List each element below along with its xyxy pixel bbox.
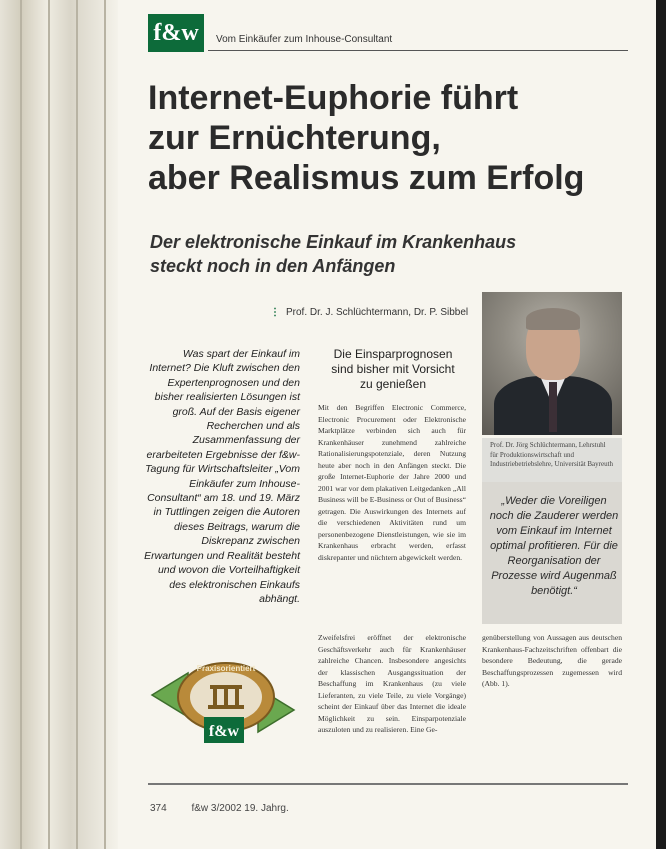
heading-line: Die Einsparprognosen xyxy=(333,347,453,361)
subtitle-line: steckt noch in den Anfängen xyxy=(150,256,396,276)
section-heading xyxy=(320,347,466,392)
title-line: zur Ernüchterung, xyxy=(148,119,441,157)
body-column-1 xyxy=(318,402,466,569)
author-names: Prof. Dr. J. Schlüchtermann, Dr. P. Sibbel xyxy=(286,307,469,318)
header-rule xyxy=(208,50,628,51)
scan-edge xyxy=(656,0,666,849)
page-number: 374 xyxy=(150,803,167,814)
photo-caption: Prof. Dr. Jörg Schlüchtermann, Lehrstuhl für Produktionswirtschaft und Industriebetriebslehre, Universität Bayreuth xyxy=(482,438,622,482)
body-paragraph: Zweifelsfrei eröffnet der elektronische Geschäftsverkehr auch für Krankenhäuser zahlreiche Chancen. Insbesondere angesichts der klassischen Ausgangssituation der Beschaffung im Krankenhaus (zu viele Lieferanten, zu viele Teile, zu viele Vorgänge) scheint der Einkauf über das Internet die ideale Möglichkeit zu sein. Einsparpotenziale auszuloten und zu realisieren. Eine Ge- xyxy=(318,633,466,734)
body-paragraph: genüberstellung von Aussagen aus deutschen Krankenhaus-Fachzeitschriften offenbart die besondere Bedeutung, die gerade Beschaffungsprozessen zugemessen wird (Abb. 1). xyxy=(482,633,622,688)
praxis-badge xyxy=(148,655,298,750)
book-spine xyxy=(0,0,118,849)
subtitle-line: Der elektronische Einkauf im Krankenhaus xyxy=(150,232,517,252)
intro-text: Was spart der Einkauf im Internet? Die Kluft zwischen den Expertenprognosen und den bisher realisierten Lösungen ist groß. Auf der Basis eigener Recherchen und als Zusammenfassung der erarbeiteten Ergebnisse der f&w-Tagung für Wirtschaftsleiter „Vom Einkäufer zum Inhouse-Consultant“ am 18. und 19. März in Tuttlingen zeigen die Autoren dieses Beitrags, warum die Diskrepanz zwischen Erwartungen und Realität besteht und wovon die Vorteilhaftigkeit des elektronischen Einkaufs abhängt. xyxy=(144,348,300,605)
title-line: aber Realismus zum Erfolg xyxy=(148,159,585,197)
heading-line: zu genießen xyxy=(359,377,427,391)
article-subtitle xyxy=(150,230,610,278)
page-header xyxy=(148,14,608,52)
byline xyxy=(270,307,468,318)
badge-ring-text: Praxisorientiert xyxy=(196,664,256,673)
page-footer xyxy=(150,803,289,814)
pull-quote: „Weder die Voreiligen noch die Zauderer werden vom Einkauf im Internet optimal profitieren. Für die Reorganisation der Prozesse wird Augenmaß benötigt.“ xyxy=(489,495,619,597)
footer-rule xyxy=(148,783,628,785)
bullet-icon: ⋮ xyxy=(270,307,280,318)
body-column-3 xyxy=(482,632,622,696)
author-photo xyxy=(482,292,622,435)
fw-logo: f&w xyxy=(148,14,204,52)
article-title xyxy=(148,78,638,198)
badge-logo: f&w xyxy=(208,723,240,740)
body-paragraph: Mit den Begriffen Electronic Commerce, Electronic Procurement oder Elektronische Marktplätze verbinden sich auch für Krankenhäuser zunehmend zahlreiche Rationalisierungspotenziale, deren Nutzung heute aber noch in den Anfängen steckt. Die große Internet-Euphorie der Jahre 2000 und 2001 war vor dem plakativen Leitgedanken „All Business will be E-Business or Out of Business“ getragen. Die Auswirkungen des Internets auf die verschiedenen Aktivitäten rund um personenbezogene Dienstleistungen, wie sie im Krankenhaus erbracht werden, erfasst diskrepanter und nüchtern abgewickelt werden. xyxy=(318,403,466,562)
body-column-2 xyxy=(318,632,466,742)
title-line: Internet-Euphorie führt xyxy=(148,79,519,117)
issue-info: f&w 3/2002 19. Jahrg. xyxy=(191,803,289,814)
section-kicker: Vom Einkäufer zum Inhouse-Consultant xyxy=(216,34,393,45)
heading-line: sind bisher mit Vorsicht xyxy=(331,362,455,376)
